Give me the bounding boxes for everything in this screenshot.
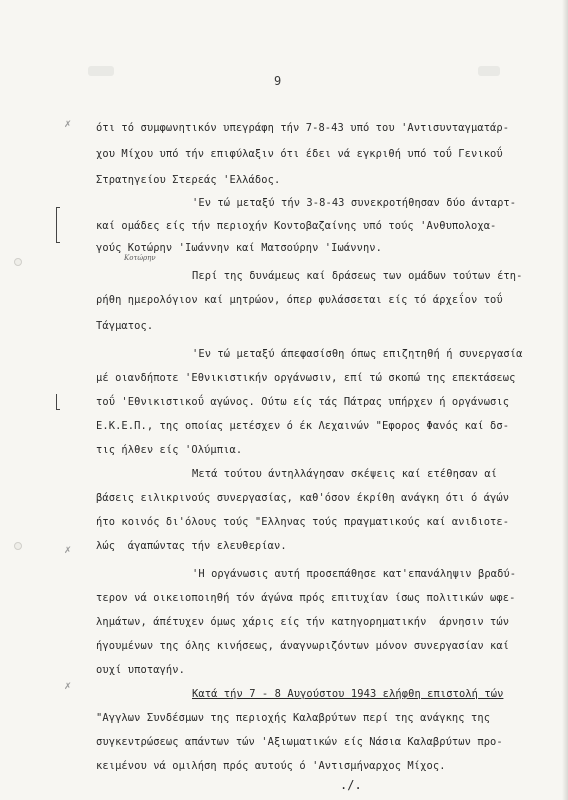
text-line: ήτο κοινός δι'όλους τούς "Ελληνας τούς πραγματικούς καί ανιδιοτε- — [96, 516, 510, 528]
margin-bracket-bottom — [56, 409, 60, 410]
text-line: χου Μίχου υπό τήν επιφύλαξιν ότι έδει νά εγκριθή υπό τοΰ Γενικοΰ — [96, 148, 503, 160]
punch-hole — [14, 542, 22, 550]
page-number: 9 — [274, 74, 282, 88]
text-line: λημάτων, άπέτυχεν όμως χάρις είς τήν κατηγορηματικήν άρνησιν τών — [96, 616, 510, 628]
text-line: λώς άγαπώντας τήν ελευθερίαν. — [96, 540, 287, 552]
punch-hole — [14, 258, 22, 266]
text-line: "Αγγλων Συνδέσμων της περιοχής Καλαβρύτων περί της ανάγκης της — [96, 712, 491, 724]
text-line: Μετά τούτου άντηλλάγησαν σκέψεις καί ετέθησαν αί — [192, 468, 498, 480]
text-line: μέ οιανδήποτε 'Εθνικιστικήν οργάνωσιν, επί τώ σκοπώ της επεκτάσεως — [96, 372, 516, 384]
text-line: Τάγματος. — [96, 320, 154, 332]
text-line: Περί της δυνάμεως καί δράσεως των ομάδων τούτων έτη- — [192, 270, 523, 282]
page-edge-shadow — [562, 0, 568, 800]
margin-bracket-bottom — [56, 242, 60, 243]
margin-mark: ✗ — [64, 682, 72, 692]
margin-mark: ✗ — [64, 546, 72, 556]
bleed-through-mark — [478, 66, 500, 76]
text-line: τοΰ 'Εθνικιστικοΰ αγώνος. Ούτω είς τάς Πάτρας υπήρχεν ή οργάνωσις — [96, 396, 510, 408]
margin-bracket — [56, 394, 57, 410]
margin-bracket-top — [56, 207, 60, 208]
text-line: ουχί υποταγήν. — [96, 664, 185, 676]
margin-bracket — [56, 207, 57, 243]
continuation-mark: ./. — [340, 778, 362, 792]
text-line: κειμένου νά ομιλήση πρός αυτούς ό 'Αντισμήναρχος Μίχος. — [96, 760, 446, 772]
text-line: ρήθη ημερολόγιον καί μητρώον, όπερ φυλάσσεται είς τό άρχεΐον τοΰ — [96, 294, 503, 306]
text-line: Κατά τήν 7 - 8 Αυγούστου 1943 ελήφθη επιστολή τών — [192, 688, 504, 700]
text-line: Ε.Κ.Ε.Π., της οποίας μετέσχεν ό έκ Λεχαινών "Εφορος Φανός καί δσ- — [96, 420, 510, 432]
text-line: βάσεις ειλικρινούς συνεργασίας, καθ'όσον έκρίθη ανάγκη ότι ό άγών — [96, 492, 510, 504]
bleed-through-mark — [88, 66, 114, 76]
handwritten-note: Κοτώρην — [124, 254, 156, 262]
text-line: τις ήλθεν είς 'Ολύμπια. — [96, 444, 243, 456]
text-line: ήγουμένων της όλης κινήσεως, άναγνωριζόντων μόνον συνεργασίαν καί — [96, 640, 510, 652]
text-line: 'Εν τώ μεταξύ άπεφασίσθη όπως επιζητηθή ή συνεργασία — [192, 348, 523, 360]
text-line: Στρατηγείου Στερεάς 'Ελλάδος. — [96, 174, 281, 186]
text-line: καί ομάδες είς τήν περιοχήν Κοντοβαζαίνης υπό τούς 'Ανθυπολοχα- — [96, 220, 497, 232]
margin-mark: ✗ — [64, 120, 72, 130]
text-line: γούς Κοτώρην 'Ιωάννην καί Ματσούρην 'Ιωάννην. — [96, 242, 383, 254]
text-line: 'Εν τώ μεταξύ τήν 3-8-43 συνεκροτήθησαν δύο άνταρτ- — [192, 197, 517, 209]
text-line: τερον νά οικειοποιηθή τόν άγώνα πρός επιτυχίαν ίσως πολιτικών ωφε- — [96, 592, 516, 604]
text-line: ότι τό συμφωνητικόν υπεγράφη τήν 7-8-43 υπό του 'Αντισυνταγματάρ- — [96, 122, 510, 134]
text-line: συγκεντρώσεως απάντων τών 'Αξιωματικών είς Νάσια Καλαβρύτων προ- — [96, 736, 503, 748]
text-line: 'Η οργάνωσις αυτή προσεπάθησε κατ'επανάληψιν βραδύ- — [192, 568, 517, 580]
